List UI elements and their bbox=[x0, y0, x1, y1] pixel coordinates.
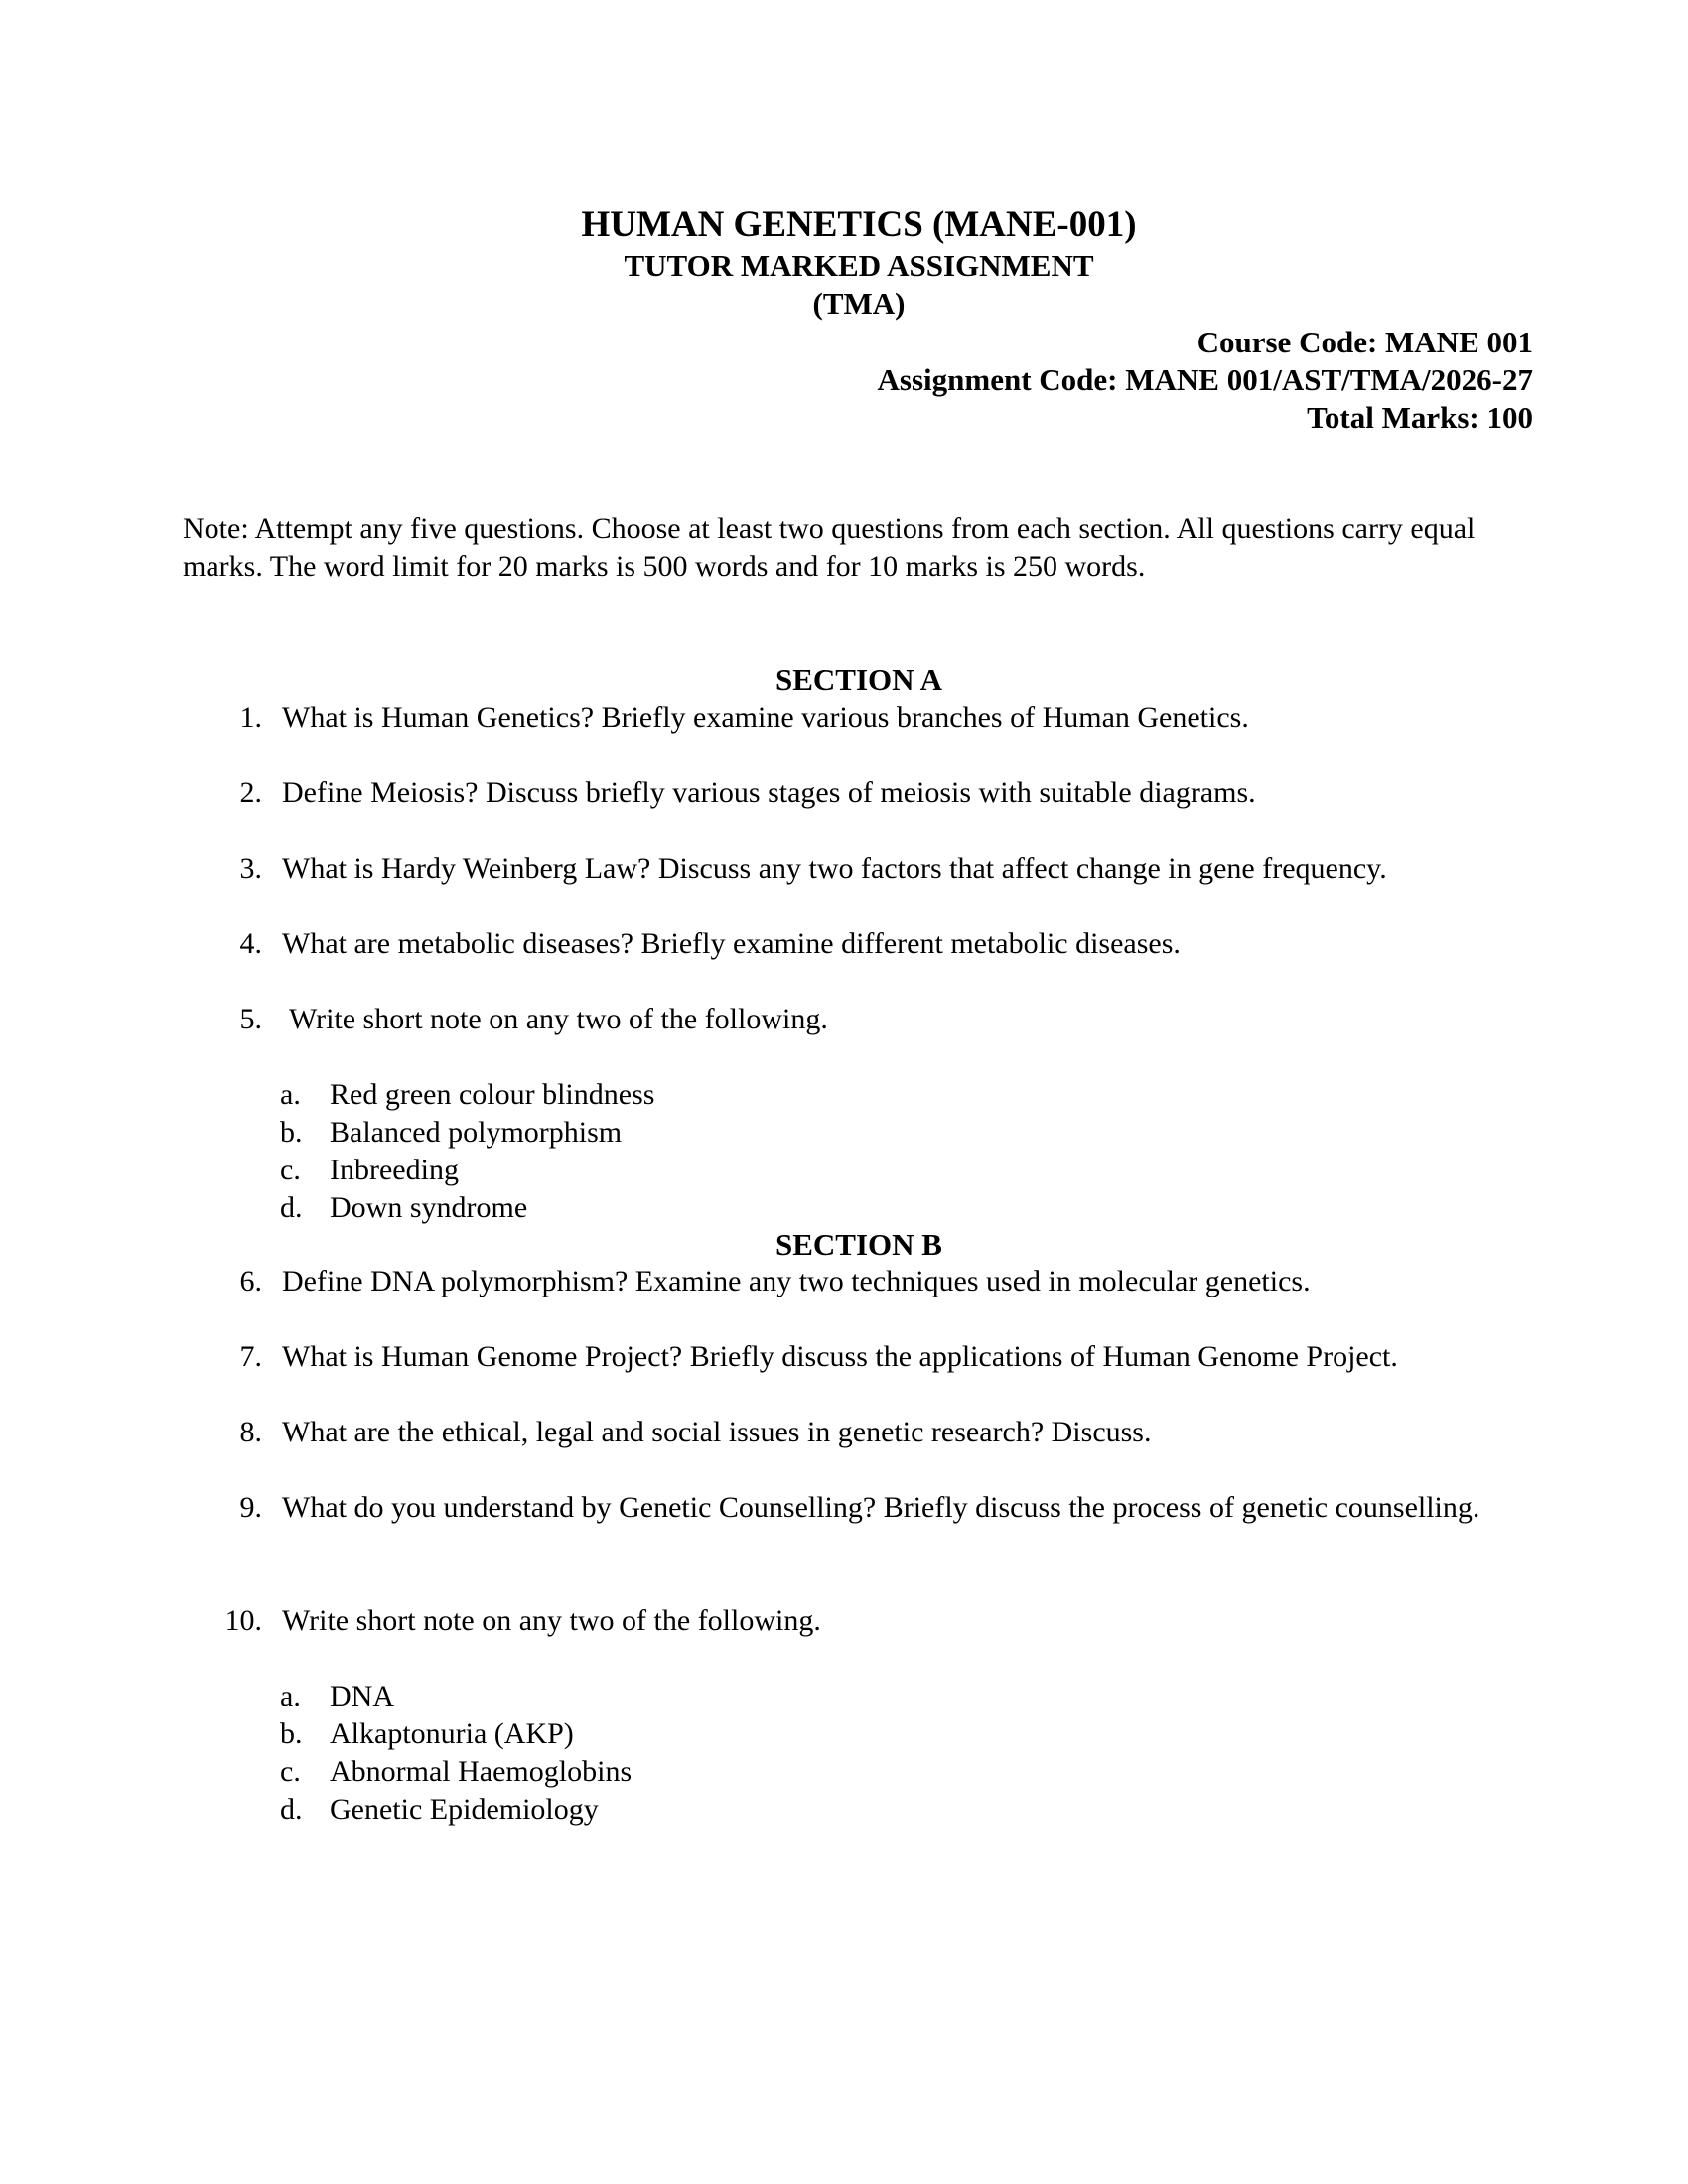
sub-item-letter: c. bbox=[280, 1154, 301, 1186]
sub-item bbox=[280, 1114, 622, 1152]
question-number: 6. bbox=[239, 1265, 262, 1297]
document-title: HUMAN GENETICS (MANE-001) bbox=[581, 205, 1137, 245]
question-text: What is Human Genetics? Briefly examine various branches of Human Genetics. bbox=[282, 701, 1249, 734]
question-text: What are the ethical, legal and social issues in genetic research? Discuss. bbox=[282, 1416, 1152, 1448]
sub-item-text: Genetic Epidemiology bbox=[330, 1793, 599, 1826]
sub-item-letter: b. bbox=[280, 1717, 303, 1750]
question-text: Define Meiosis? Discuss briefly various stages of meiosis with suitable diagrams. bbox=[282, 776, 1256, 809]
total-marks: Total Marks: 100 bbox=[1307, 400, 1533, 435]
question-text: What is Hardy Weinberg Law? Discuss any two factors that affect change in gene frequency. bbox=[282, 852, 1387, 885]
instructions-note: Note: Attempt any five questions. Choose at least two questions from each section. All questions carry equal marks. The word limit for 20 marks is 500 words and for 10 marks is 250 words. bbox=[183, 512, 1476, 583]
question-text: What do you understand by Genetic Counselling? Briefly discuss the process of genetic counselling. bbox=[282, 1491, 1480, 1524]
sub-item-letter: a. bbox=[280, 1680, 301, 1712]
question-text: Define DNA polymorphism? Examine any two techniques used in molecular genetics. bbox=[282, 1265, 1311, 1297]
sub-item bbox=[280, 1715, 574, 1753]
sub-item-letter: a. bbox=[280, 1078, 301, 1111]
question-text: Write short note on any two of the following. bbox=[282, 1604, 821, 1637]
sub-item-text: DNA bbox=[330, 1680, 394, 1712]
course-code: Course Code: MANE 001 bbox=[1196, 325, 1533, 359]
question-text: What are metabolic diseases? Briefly examine different metabolic diseases. bbox=[282, 927, 1181, 960]
question-number: 2. bbox=[239, 776, 262, 809]
question-number: 4. bbox=[239, 927, 262, 960]
sub-item-text: Inbreeding bbox=[330, 1154, 459, 1186]
document-abbrev: (TMA) bbox=[812, 286, 906, 321]
question-number: 5. bbox=[239, 1003, 262, 1035]
title-block bbox=[0, 204, 1688, 323]
sub-item bbox=[280, 1678, 394, 1715]
sub-item bbox=[280, 1076, 654, 1114]
sub-item bbox=[280, 1753, 632, 1791]
section-b-heading: SECTION B bbox=[775, 1227, 942, 1262]
document-subtitle: TUTOR MARKED ASSIGNMENT bbox=[624, 248, 1094, 283]
sub-item-letter: d. bbox=[280, 1191, 303, 1224]
sub-item-letter: b. bbox=[280, 1116, 303, 1149]
sub-item-text: Alkaptonuria (AKP) bbox=[330, 1717, 574, 1750]
sub-item-text: Balanced polymorphism bbox=[330, 1116, 623, 1149]
sub-item-letter: d. bbox=[280, 1793, 303, 1826]
question-text: What is Human Genome Project? Briefly discuss the applications of Human Genome Project. bbox=[282, 1340, 1398, 1373]
question-number: 9. bbox=[239, 1491, 262, 1524]
sub-item-text: Red green colour blindness bbox=[330, 1078, 655, 1111]
codes-block bbox=[878, 324, 1533, 437]
question-number: 3. bbox=[239, 852, 262, 885]
sub-item bbox=[280, 1152, 459, 1189]
sub-item bbox=[280, 1791, 599, 1829]
assignment-code: Assignment Code: MANE 001/AST/TMA/2026-27 bbox=[877, 362, 1533, 397]
question-number: 7. bbox=[239, 1340, 262, 1373]
sub-item-text: Down syndrome bbox=[330, 1191, 528, 1224]
section-a-heading: SECTION A bbox=[775, 662, 942, 697]
question-number: 8. bbox=[239, 1416, 262, 1448]
question-text: Write short note on any two of the following. bbox=[282, 1003, 828, 1035]
sub-item-letter: c. bbox=[280, 1755, 301, 1788]
sub-item bbox=[280, 1189, 527, 1227]
question-number: 10. bbox=[224, 1604, 262, 1637]
sub-item-text: Abnormal Haemoglobins bbox=[330, 1755, 633, 1788]
question-number: 1. bbox=[239, 701, 262, 734]
